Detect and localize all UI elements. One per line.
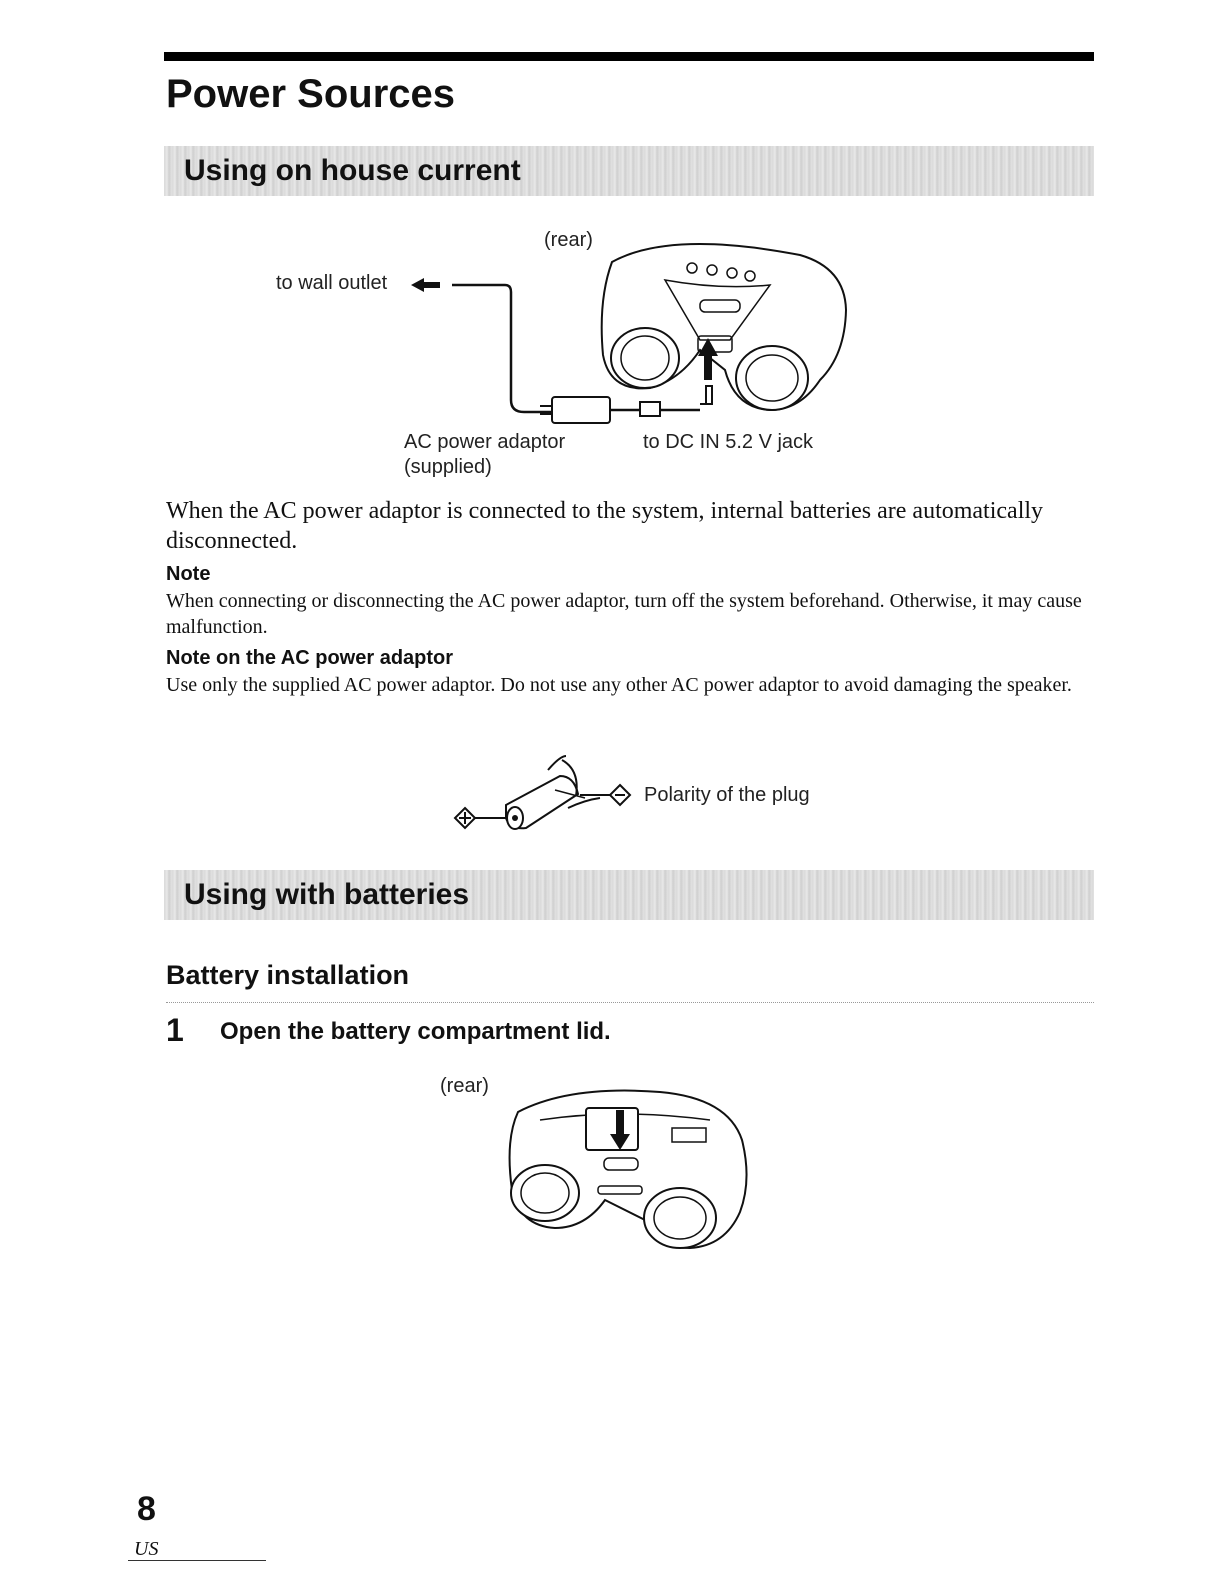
step-text: Open the battery compartment lid. [220, 1018, 611, 1045]
footer-rule [128, 1560, 266, 1561]
rear-label: (rear) [544, 229, 593, 251]
step-number: 1 [166, 1012, 184, 1048]
note-adaptor-heading: Note on the AC power adaptor [166, 647, 454, 669]
page-number: 8 [137, 1490, 156, 1528]
battery-installation-heading: Battery installation [166, 960, 410, 990]
section-title: Using on house current [184, 154, 521, 187]
page-title: Power Sources [166, 72, 456, 116]
section-title: Using with batteries [184, 878, 470, 911]
adaptor-label: AC power adaptor [404, 431, 566, 453]
note-heading: Note [166, 563, 211, 585]
language-code: US [134, 1538, 159, 1560]
adaptor-supplied-label: (supplied) [404, 456, 492, 478]
wall-outlet-label: to wall outlet [276, 272, 388, 294]
note-adaptor-text: Use only the supplied AC power adaptor. Do not use any other AC power adaptor to avoid damaging the speaker. [166, 674, 1072, 696]
body-text-house: When the AC power adaptor is connected to the system, internal batteries are automatically disconnected. [166, 498, 1044, 554]
polarity-label: Polarity of the plug [644, 784, 810, 806]
speaker-rear-icon [510, 1091, 747, 1248]
dc-jack-label: to DC IN 5.2 V jack [643, 431, 814, 453]
note-text: When connecting or disconnecting the AC power adaptor, turn off the system beforehand. Otherwise, it may cause malfunction. [166, 590, 1082, 638]
rear-label: (rear) [440, 1075, 489, 1097]
